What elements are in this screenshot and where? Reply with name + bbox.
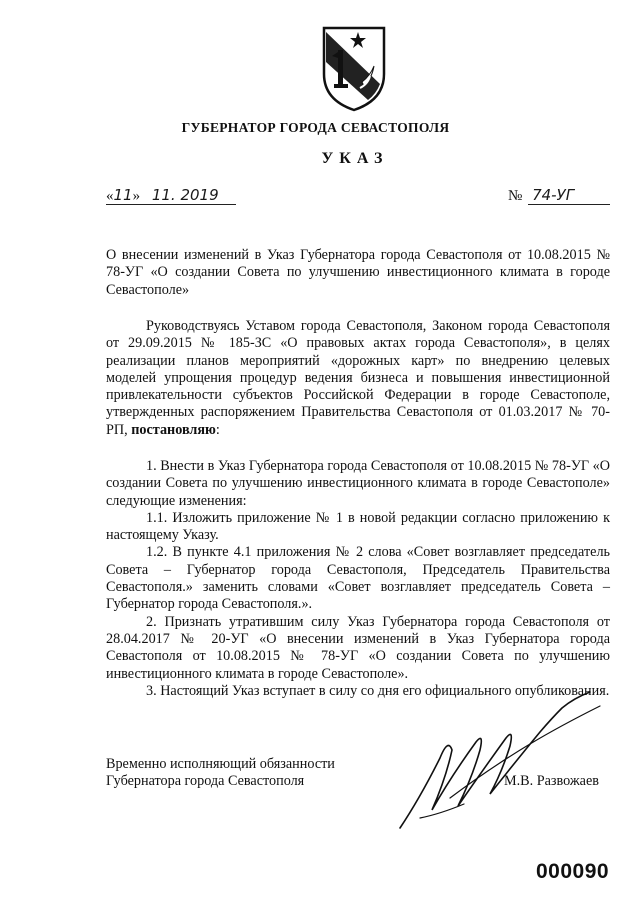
list-item: 1.2. В пункте 4.1 приложения № 2 слова «Совет возглавляет председатель Совета – Губернатор города Севастополя, Председатель Правительства Севастополя.» заменить словами «Совет возглавляет председатель Совета – Губернатор города Севастополя.». bbox=[106, 544, 610, 613]
number-underline bbox=[528, 204, 610, 205]
list-item: 1. Внести в Указ Губернатора города Севастополя от 10.08.2015 № 78-УГ «О создании Совета по улучшению инвестиционного климата в городе Севастополе» следующие изменения: bbox=[106, 458, 610, 509]
document-type-title: УКАЗ bbox=[321, 150, 389, 167]
date-open-quote: « bbox=[106, 188, 114, 204]
signatory-position-line1: Временно исполняющий обязанности bbox=[106, 756, 335, 772]
decree-date bbox=[106, 186, 236, 208]
list-item: 2. Признать утратившим силу Указ Губернатора города Севастополя от 28.04.2017 № 20-УГ «О внесении изменений в Указ Губернатора города Севастополя от 10.08.2015 № 78-УГ «О создании Совета по улучшению инвестиционного климата в городе Севастополе». bbox=[106, 613, 610, 682]
decree-items bbox=[106, 458, 610, 700]
date-close-quote: » bbox=[132, 188, 141, 204]
decree-number bbox=[508, 186, 610, 208]
coat-of-arms-icon bbox=[318, 22, 390, 112]
serial-number: 000090 bbox=[536, 860, 610, 883]
number-prefix: № bbox=[508, 188, 523, 204]
signatory-name: М.В. Развожаев bbox=[504, 773, 599, 789]
preamble-block bbox=[106, 318, 610, 439]
decree-title: О внесении изменений в Указ Губернатора города Севастополя от 10.08.2015 № 78-УГ «О создании Совета по улучшению инвестиционного климата в городе Севастополе» bbox=[106, 247, 610, 298]
preamble-paragraph: Руководствуясь Уставом города Севастополя, Законом города Севастополя от 29.09.2015 № 185-ЗС «О правовых актах города Севастополя», в целях реализации планов мероприятий «дорожных карт» по внедрению целевых моделей упрощения процедур ведения бизнеса и повышения инвестиционной привлекательности субъектов Российской Федерации в городе Севастополе, утвержденных распоряжением Правительства Севастополя от 01.03.2017 № 70-РП, постановляю: bbox=[106, 318, 610, 438]
preamble-text: Руководствуясь Уставом города Севастополя, Законом города Севастополя от 29.09.2015 № 185-ЗС «О правовых актах города Севастополя», в целях реализации планов мероприятий «дорожных карт» по внедрению целевых моделей упрощения процедур ведения бизнеса и повышения инвестиционной привлекательности субъектов Российской Федерации в городе Севастополе, утвержденных распоряжением Правительства Севастополя от 01.03.2017 № 70-РП, bbox=[106, 318, 610, 438]
date-day: 11 bbox=[113, 186, 133, 204]
decree-word: постановляю bbox=[131, 421, 216, 438]
date-month-year: 11. 2019 bbox=[151, 186, 219, 204]
signatory-position bbox=[106, 756, 335, 791]
issuing-authority: ГУБЕРНАТОР ГОРОДА СЕВАСТОПОЛЯ bbox=[181, 120, 450, 135]
signatory-position-line2: Губернатора города Севастополя bbox=[106, 773, 305, 790]
list-item: 1.1. Изложить приложение № 1 в новой редакции согласно приложению к настоящему Указу. bbox=[106, 509, 610, 544]
list-item: 3. Настоящий Указ вступает в силу со дня его официального опубликования. bbox=[146, 682, 610, 699]
decree-title-block bbox=[106, 247, 610, 299]
number-value: 74-УГ bbox=[532, 186, 575, 204]
date-underline bbox=[106, 204, 236, 205]
handwritten-signature bbox=[380, 688, 620, 838]
